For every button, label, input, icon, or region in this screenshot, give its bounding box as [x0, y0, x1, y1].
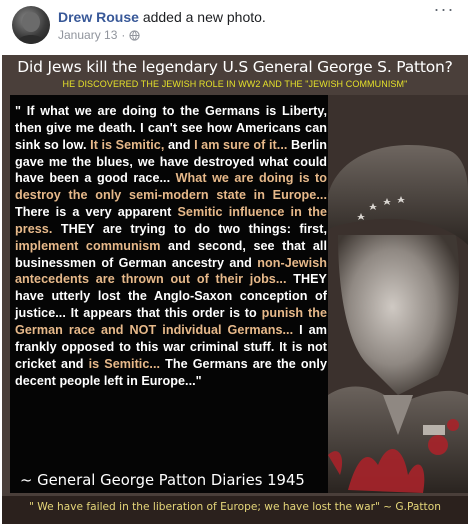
avatar[interactable] [12, 6, 50, 44]
quote-segment: THEY have utterly lost the Anglo-Saxon conception of justice... It appears that this order is to [15, 272, 327, 321]
image-subtitle: HE DISCOVERED THE JEWISH ROLE IN WW2 AND THE "JEWISH COMMUNISM" [62, 79, 408, 89]
quote-highlight: Semitic influence in the press. [15, 205, 327, 236]
quote-segment: I am frankly opposed to this war criminal stuff. It is not cricket and [15, 322, 327, 371]
quote-highlight: I am sure of it... [194, 137, 288, 152]
author-name[interactable]: Drew Rouse [58, 9, 139, 25]
quote-highlight: non-Jewish antecedents are thrown out of their jobs... [15, 255, 327, 287]
more-options-button[interactable]: ··· [433, 0, 455, 19]
quote-highlight: punish the German race and NOT individual Germans... [15, 306, 328, 337]
image-footer [2, 496, 468, 524]
post-date[interactable]: January 13 [58, 28, 118, 42]
author-line [58, 9, 266, 25]
quote-highlight: is Semitic... [88, 356, 161, 371]
quote-highlight: What we are doing is to destroy the only semi-modern state in Europe... [15, 171, 328, 203]
quote-text [15, 103, 327, 389]
quote-segment: Berlin gave me the blues, we have destroyed what could have been a good race... [15, 137, 327, 186]
quote-segment: " If what we are doing to the Germans is Liberty, then give me death. I can't see how Americans can sink so low. [15, 104, 327, 152]
quote-segment: and [164, 137, 195, 152]
post-header [0, 0, 470, 55]
quote-highlight: implement communism [15, 238, 161, 253]
meta-separator: · [121, 28, 126, 42]
quote-attribution: ~ General George Patton Diaries 1945 [20, 472, 305, 489]
footer-quote: " We have failed in the liberation of Europe; we have lost the war" ~ G.Patton [29, 501, 441, 513]
quote-segment: and second, see that all businessmen of German ancestry and [15, 238, 328, 270]
globe-icon[interactable] [129, 30, 140, 41]
quote-panel [10, 95, 328, 493]
quote-segment: THEY are trying to do two things: first, [52, 221, 327, 236]
post-action: added a new photo. [142, 9, 266, 25]
post-meta [58, 28, 140, 42]
post-image[interactable] [2, 55, 468, 524]
quote-highlight: It is Semitic, [90, 137, 165, 152]
image-title: Did Jews kill the legendary U.S General George S. Patton? [17, 58, 453, 76]
portrait-photo [328, 95, 468, 493]
quote-segment: There is a very apparent [15, 205, 178, 220]
quote-segment: The Germans are the only decent people left in Europe..." [15, 356, 327, 388]
